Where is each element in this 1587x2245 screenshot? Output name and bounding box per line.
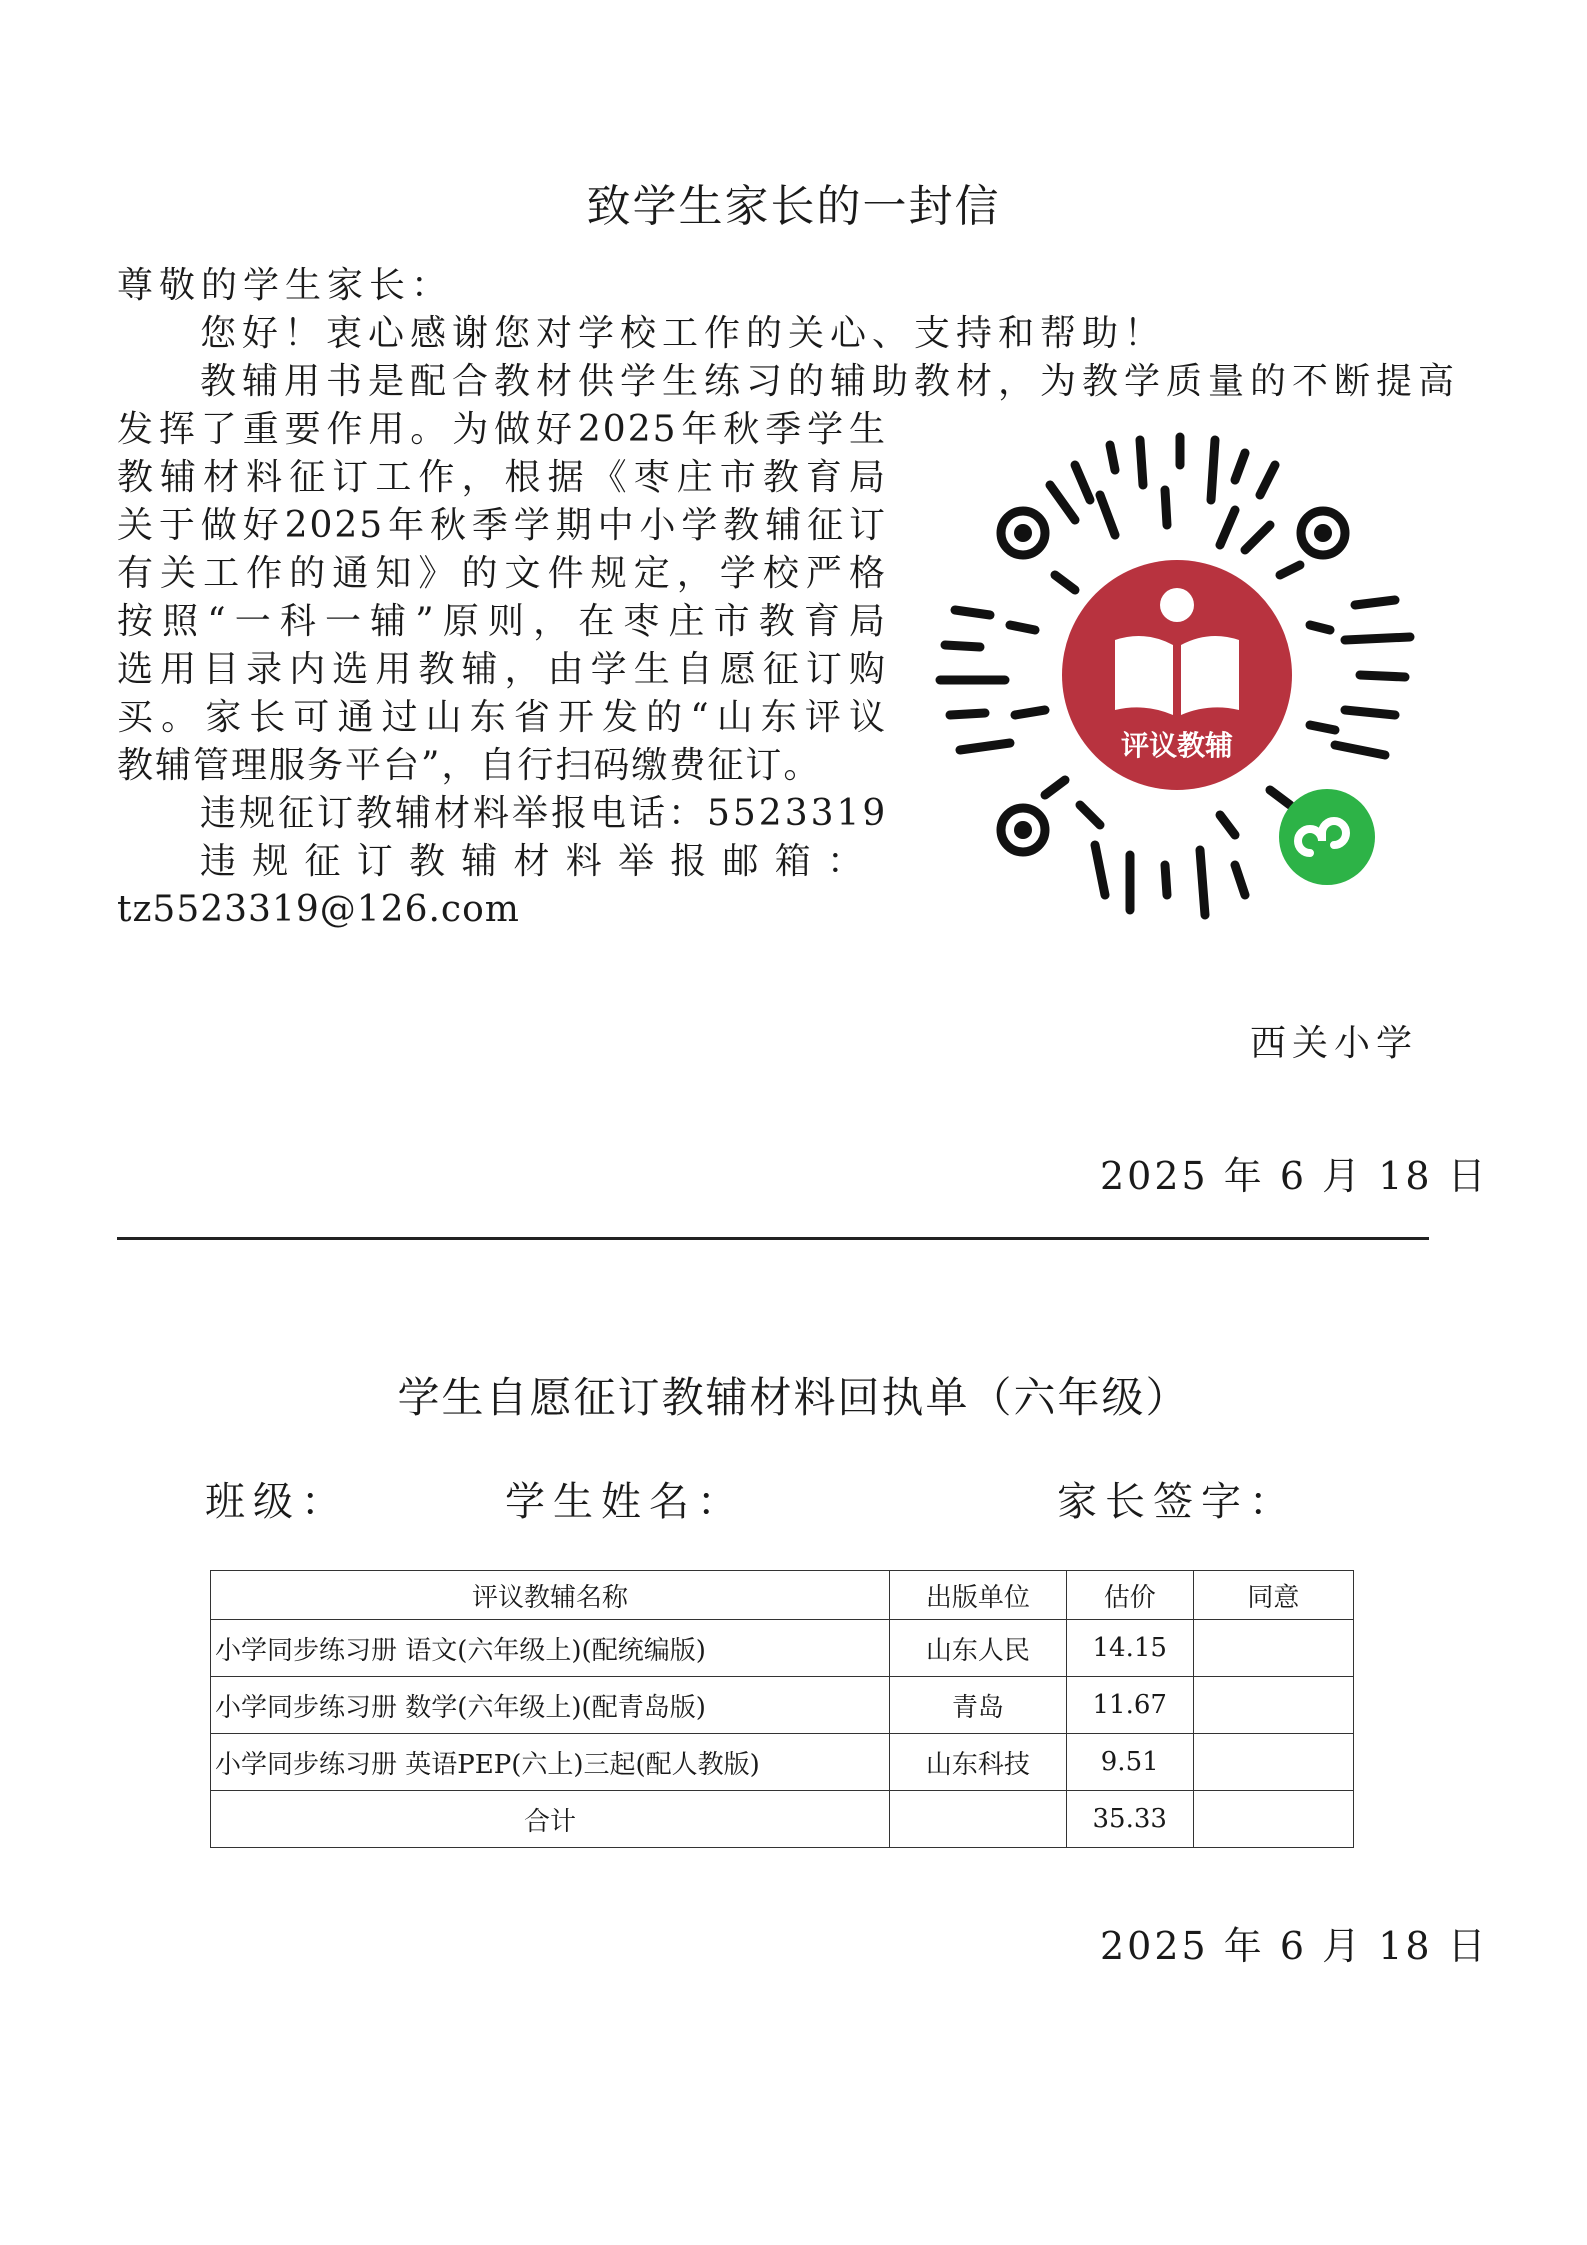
wechat-mini-program-icon — [1279, 789, 1375, 885]
agree-cell[interactable] — [1193, 1734, 1353, 1791]
body-line: 发挥了重要作用。为做好2025年秋季学生 — [117, 409, 887, 450]
table-row — [211, 1620, 1354, 1677]
price: 11.67 — [1066, 1677, 1193, 1734]
body-paragraph — [117, 406, 887, 790]
body-line: 关于做好2025年秋季学期中小学教辅征订 — [117, 505, 887, 546]
total-agree-empty — [1193, 1791, 1353, 1848]
parent-sign-label: 家长签字： — [1057, 1479, 1297, 1525]
book-name: 小学同步练习册 数学(六年级上)(配青岛版) — [211, 1677, 890, 1734]
header-agree: 同意 — [1193, 1571, 1353, 1620]
form-date: 2025 年 6 月 18 日 — [1100, 1924, 1489, 1968]
report-mail-label: 违规征订教辅材料举报邮箱： — [200, 841, 865, 882]
table-header-row — [211, 1571, 1354, 1620]
total-value: 35.33 — [1066, 1791, 1193, 1848]
class-label: 班级： — [205, 1479, 349, 1525]
header-price: 估价 — [1066, 1571, 1193, 1620]
table-row — [211, 1734, 1354, 1791]
salutation: 尊敬的学生家长： — [117, 265, 454, 306]
body-line: 按照“一科一辅”原则，在枣庄市教育局 — [117, 601, 887, 642]
header-publisher: 出版单位 — [890, 1571, 1067, 1620]
book-name: 小学同步练习册 英语PEP(六上)三起(配人教版) — [211, 1734, 890, 1791]
agree-cell[interactable] — [1193, 1677, 1353, 1734]
price: 9.51 — [1066, 1734, 1193, 1791]
book-name: 小学同步练习册 语文(六年级上)(配统编版) — [211, 1620, 890, 1677]
price: 14.15 — [1066, 1620, 1193, 1677]
form-title: 学生自愿征订教辅材料回执单（六年级） — [397, 1373, 1190, 1422]
table-total-row — [211, 1791, 1354, 1848]
publisher: 青岛 — [890, 1677, 1067, 1734]
subscription-table — [210, 1570, 1354, 1848]
body-line: 教辅材料征订工作，根据《枣庄市教育局 — [117, 457, 887, 498]
school-name: 西关小学 — [1250, 1023, 1419, 1064]
letter-date: 2025 年 6 月 18 日 — [1100, 1154, 1489, 1198]
publisher: 山东人民 — [890, 1620, 1067, 1677]
body-line: 选用目录内选用教辅，由学生自愿征订购 — [117, 649, 887, 690]
header-name: 评议教辅名称 — [211, 1571, 890, 1620]
table-row — [211, 1677, 1354, 1734]
student-name-label: 学生姓名： — [505, 1479, 745, 1525]
greeting-paragraph: 您好！衷心感谢您对学校工作的关心、支持和帮助！ — [200, 313, 1167, 354]
body-line: 买。家长可通过山东省开发的“山东评议 — [117, 697, 887, 738]
divider-line — [117, 1237, 1429, 1240]
body-paragraph-first-line: 教辅用书是配合教材供学生练习的辅助教材，为教学质量的不断提高 — [200, 361, 1461, 402]
qr-code-graphic — [915, 425, 1435, 925]
body-line: 有关工作的通知》的文件规定，学校严格 — [117, 553, 887, 594]
letter-title: 致学生家长的一封信 — [586, 181, 1001, 232]
agree-cell[interactable] — [1193, 1620, 1353, 1677]
mini-program-qr-code-icon[interactable] — [915, 425, 1435, 925]
total-label: 合计 — [211, 1791, 890, 1848]
report-phone: 违规征订教辅材料举报电话：5523319 — [200, 793, 889, 834]
total-publisher-empty — [890, 1791, 1067, 1848]
body-line: 教辅管理服务平台”，自行扫码缴费征订。 — [117, 745, 822, 786]
publisher: 山东科技 — [890, 1734, 1067, 1791]
report-mail-address: tz5523319@126.com — [117, 889, 520, 930]
logo-text: 评议教辅 — [1120, 729, 1234, 762]
